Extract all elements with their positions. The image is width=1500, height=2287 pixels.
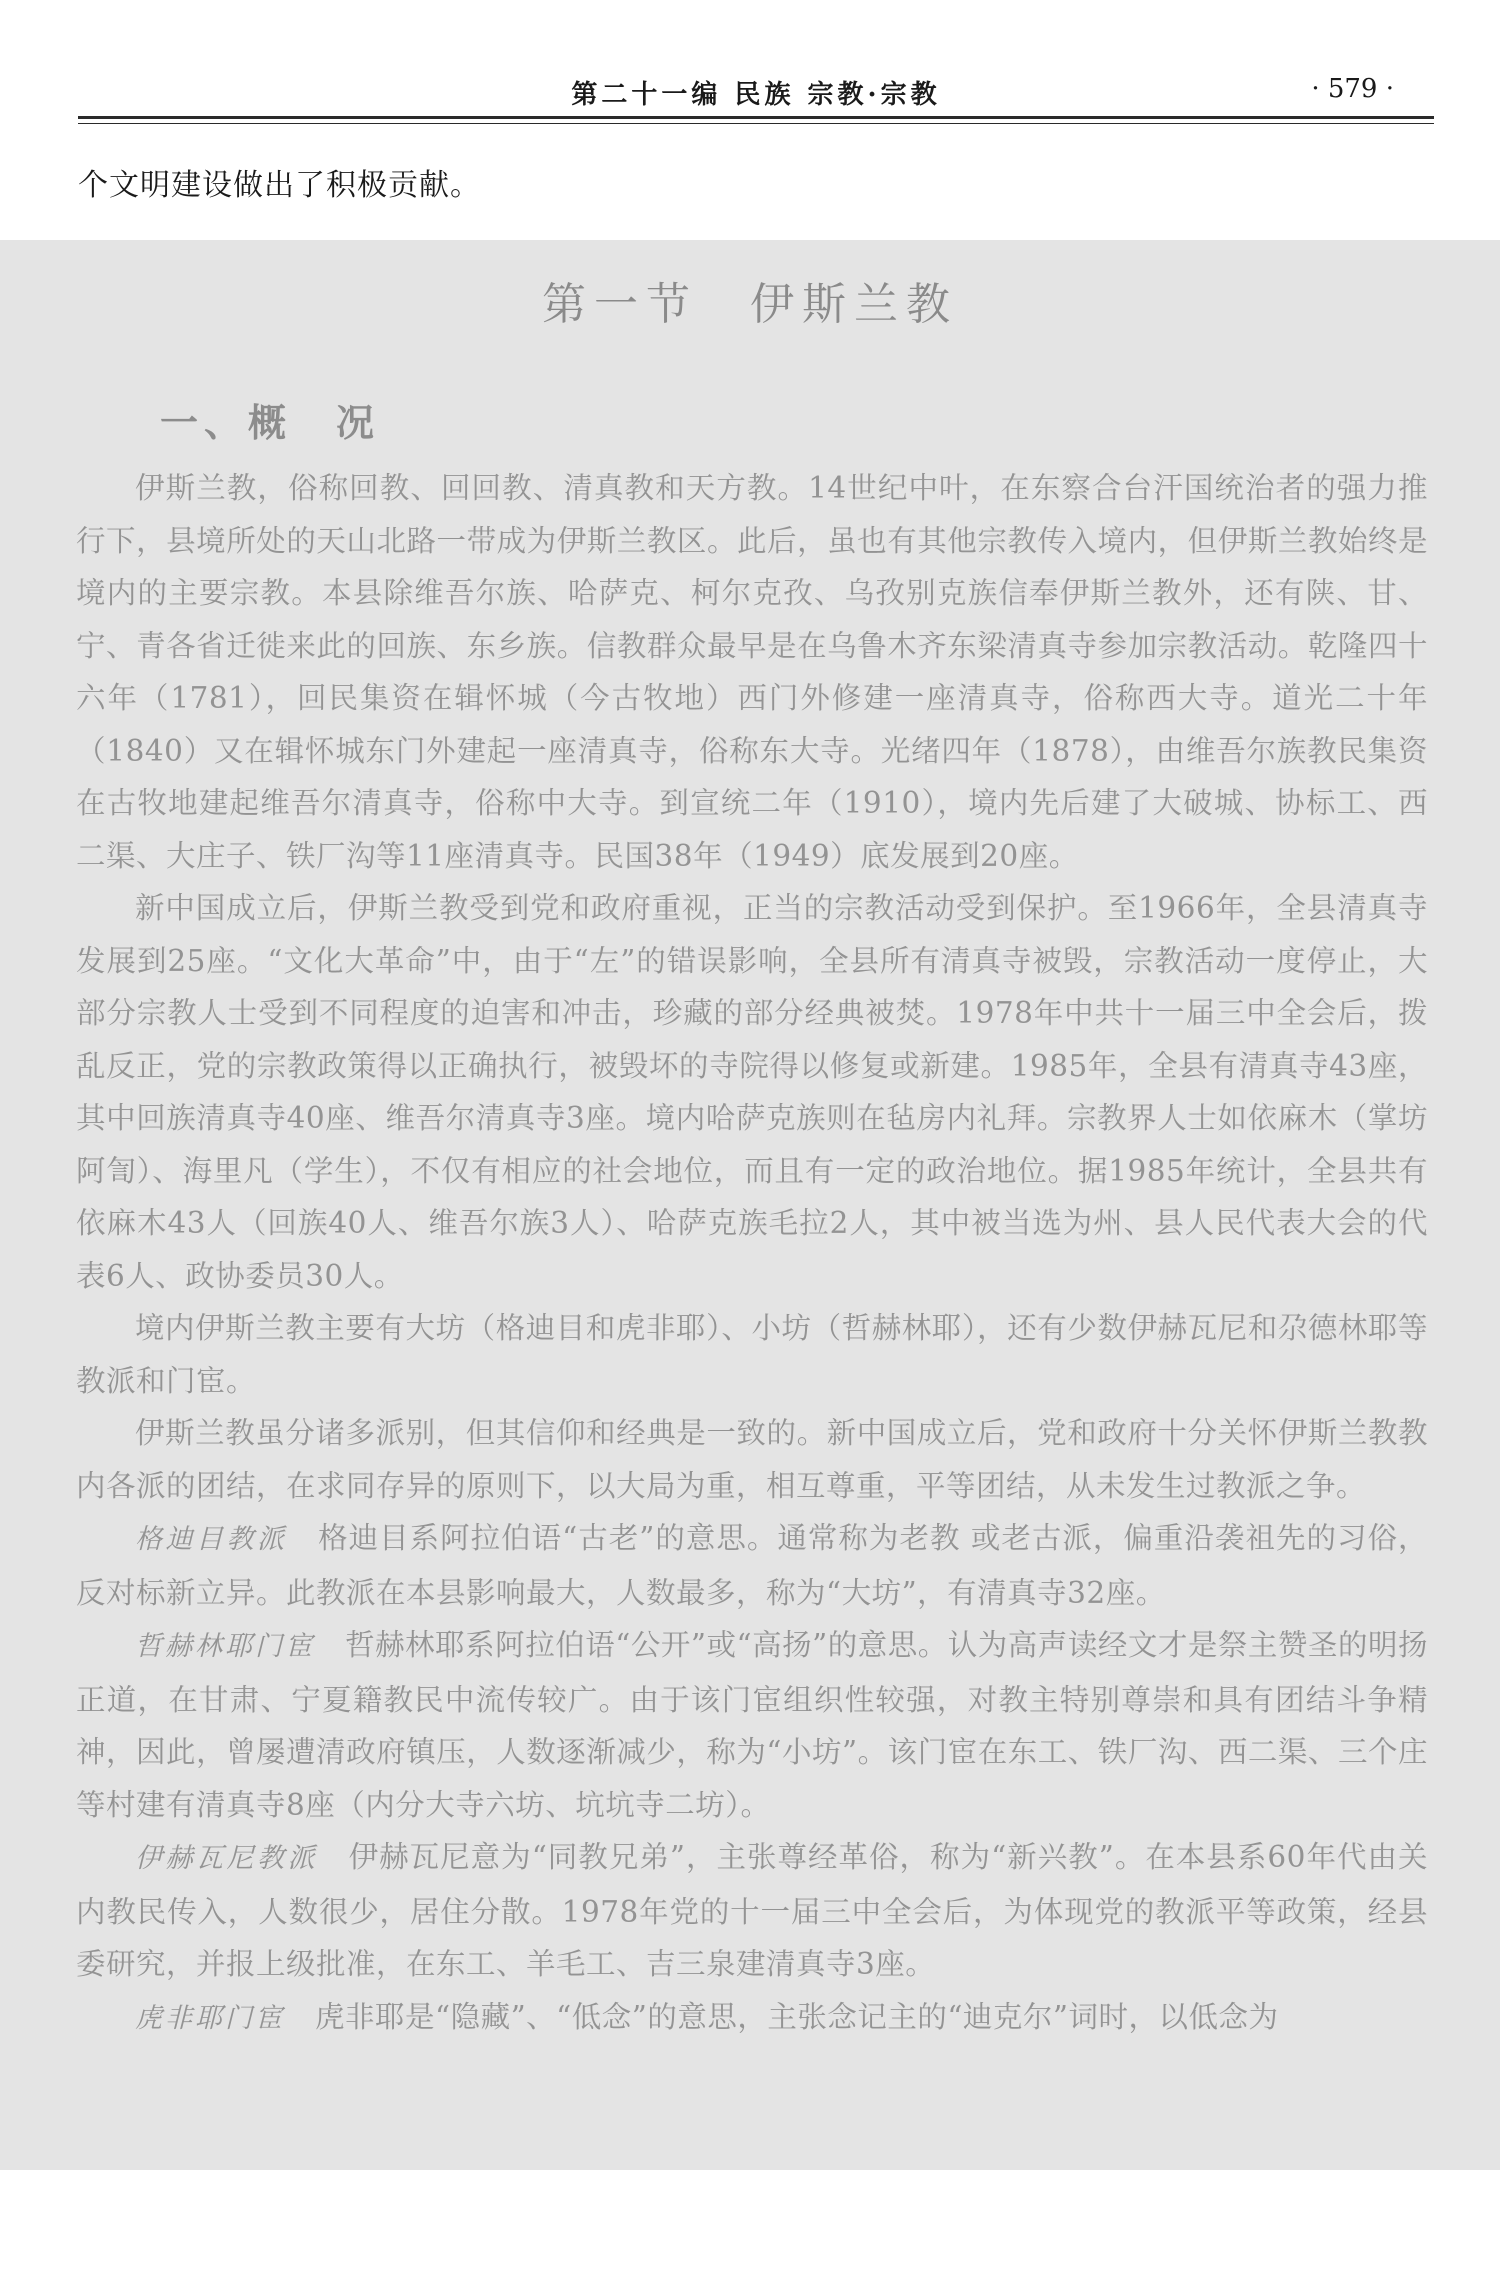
- sect-term: 伊赫瓦尼教派: [135, 1843, 319, 1874]
- sect-term: 虎非耶门宦: [135, 2002, 285, 2034]
- paragraph: [76, 1512, 1428, 1619]
- section-title: 第一节 伊斯兰教: [542, 279, 958, 330]
- paragraph: [76, 1831, 1428, 1991]
- sect-term: 格迪目教派: [135, 1524, 288, 1555]
- continued-text: 个文明建设做出了积极贡献。: [78, 168, 481, 203]
- paragraph: [76, 1407, 1428, 1512]
- running-header: [78, 68, 1434, 128]
- paragraph-text: 新中国成立后，伊斯兰教受到党和政府重视，正当的宗教活动受到保护。至1966年，全县清真寺发展到25座。“文化大革命”中，由于“左”的错误影响，全县所有清真寺被毁，宗教活动一度停止，大部分宗教人士受到不同程度的迫害和冲击，珍藏的部分经典被焚。1978年中共十一届三中全会后，拨乱反正，党的宗教政策得以正确执行，被毁坏的寺院得以修复或新建。1985年，全县有清真寺43座，其中回族清真寺40座、维吾尔清真寺3座。境内哈萨克族则在毡房内礼拜。宗教界人士如依麻木（掌坊阿訇）、海里凡（学生），不仅有相应的社会地位，而且有一定的政治地位。据1985年统计，全县共有依麻木43人（回族40人、维吾尔族3人）、哈萨克族毛拉2人，其中被当选为州、县人民代表大会的代表6人、政协委员30人。: [76, 891, 1428, 1293]
- header-rule-thin: [78, 123, 1434, 124]
- header-title: 第二十一编 民族 宗教·宗教: [571, 80, 941, 110]
- paragraph-text: 伊斯兰教，俗称回教、回回教、清真教和天方教。14世纪中叶，在东察合台汗国统治者的强力推行下，县境所处的天山北路一带成为伊斯兰教区。此后，虽也有其他宗教传入境内，但伊斯兰教始终是境内的主要宗教。本县除维吾尔族、哈萨克、柯尔克孜、乌孜别克族信奉伊斯兰教外，还有陕、甘、宁、青各省迁徙来此的回族、东乡族。信教群众最早是在乌鲁木齐东梁清真寺参加宗教活动。乾隆四十六年（1781），回民集资在辑怀城（今古牧地）西门外修建一座清真寺，俗称西大寺。道光二十年（1840）又在辑怀城东门外建起一座清真寺，俗称东大寺。光绪四年（1878），由维吾尔族教民集资在古牧地建起维吾尔清真寺，俗称中大寺。到宣统二年（1910），境内先后建了大破城、协标工、西二渠、大庄子、铁厂沟等11座清真寺。民国38年（1949）底发展到20座。: [76, 471, 1428, 873]
- paragraph-text: 虎非耶是“隐藏”、“低念”的意思，主张念记主的“迪克尔”词时，以低念为: [315, 1999, 1279, 2034]
- paragraph-text: 境内伊斯兰教主要有大坊（格迪目和虎非耶）、小坊（哲赫林耶），还有少数伊赫瓦尼和尕德林耶等教派和门宦。: [76, 1311, 1428, 1398]
- paragraph-text: 伊斯兰教虽分诸多派别，但其信仰和经典是一致的。新中国成立后，党和政府十分关怀伊斯兰教教内各派的团结，在求同存异的原则下，以大局为重，相互尊重，平等团结，从未发生过教派之争。: [76, 1416, 1428, 1503]
- paragraph: [76, 882, 1428, 1302]
- header-rule-thick: [78, 116, 1434, 119]
- paragraph-text: 哲赫林耶系阿拉伯语“公开”或“高扬”的意思。认为高声读经文才是祭主赞圣的明扬正道，在甘肃、宁夏籍教民中流传较广。由于该门宦组织性较强，对教主特别尊崇和具有团结斗争精神，因此，曾屡遭清政府镇压，人数逐渐减少，称为“小坊”。该门宦在东工、铁厂沟、西二渠、三个庄等村建有清真寺8座（内分大寺六坊、坑坑寺二坊）。: [76, 1628, 1428, 1822]
- subsection-title: 一、概 况: [160, 400, 381, 445]
- paragraph: [76, 1302, 1428, 1407]
- paragraph: [76, 462, 1428, 882]
- paragraph: [76, 1991, 1428, 2046]
- article-body: [76, 462, 1428, 2045]
- page-number: · 579 ·: [1311, 74, 1394, 104]
- paragraph-text: 格迪目系阿拉伯语“古老”的意思。通常称为老教 或老古派，偏重沿袭祖先的习俗，反对标新立异。此教派在本县影响最大，人数最多，称为“大坊”，有清真寺32座。: [76, 1521, 1428, 1610]
- sect-term: 哲赫林耶门宦: [135, 1631, 316, 1662]
- paragraph-text: 伊赫瓦尼意为“同教兄弟”，主张尊经革俗，称为“新兴教”。在本县系60年代由关内教民传入，人数很少，居住分散。1978年党的十一届三中全会后，为体现党的教派平等政策，经县委研究，并报上级批准，在东工、羊毛工、吉三泉建清真寺3座。: [76, 1840, 1428, 1981]
- paragraph: [76, 1619, 1428, 1831]
